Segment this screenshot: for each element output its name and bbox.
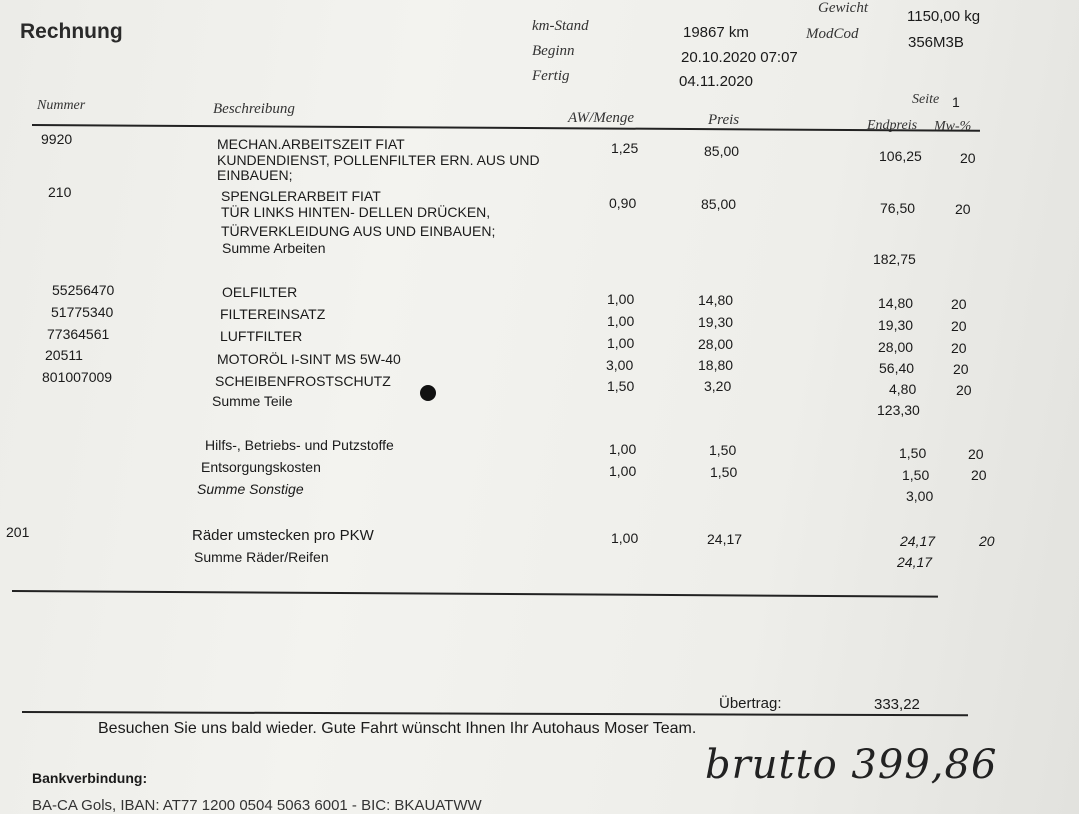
item-desc: MECHAN.ARBEITSZEIT FIAT <box>217 136 405 152</box>
item-menge: 1,25 <box>611 140 639 156</box>
item-endpreis: 28,00 <box>878 339 914 355</box>
summe-sonstige-value: 3,00 <box>906 488 934 504</box>
km-value: 19867 km <box>683 24 749 41</box>
item-mwst: 20 <box>951 340 967 356</box>
modcod-value: 356M3B <box>908 34 964 51</box>
item-number: 9920 <box>41 131 73 147</box>
item-preis: 1,50 <box>709 442 737 458</box>
item-preis: 24,17 <box>707 531 743 547</box>
seite-label: Seite <box>912 92 940 107</box>
bank-details: BA-CA Gols, IBAN: AT77 1200 0504 5063 6001 - BIC: BKAUATWW <box>32 797 482 814</box>
item-desc: Räder umstecken pro PKW <box>192 527 374 544</box>
footer-message: Besuchen Sie uns bald wieder. Gute Fahrt wünscht Ihnen Ihr Autohaus Moser Team. <box>98 720 697 737</box>
item-number: 210 <box>48 184 72 200</box>
item-desc: Entsorgungskosten <box>201 459 321 475</box>
beginn-label: Beginn <box>532 43 575 59</box>
item-preis: 14,80 <box>698 292 734 308</box>
summe-raeder-value: 24,17 <box>897 554 933 570</box>
item-number: 55256470 <box>52 282 115 298</box>
summe-arbeiten-label: Summe Arbeiten <box>222 240 326 256</box>
item-menge: 1,00 <box>607 335 635 351</box>
item-desc: LUFTFILTER <box>220 328 303 344</box>
item-endpreis: 24,17 <box>900 533 936 549</box>
item-preis: 18,80 <box>698 357 734 373</box>
item-preis: 85,00 <box>704 143 740 159</box>
item-endpreis: 76,50 <box>880 200 916 216</box>
item-endpreis: 1,50 <box>902 467 930 483</box>
item-menge: 3,00 <box>606 357 634 373</box>
item-mwst: 20 <box>960 150 976 166</box>
item-number: 20511 <box>45 347 83 363</box>
item-mwst: 20 <box>956 382 972 398</box>
item-menge: 1,00 <box>609 463 637 479</box>
gewicht-label: Gewicht <box>818 0 868 16</box>
item-menge: 1,00 <box>611 530 639 546</box>
item-mwst: 20 <box>968 446 984 462</box>
item-desc: KUNDENDIENST, POLLENFILTER ERN. AUS UND <box>217 152 540 168</box>
item-number: 51775340 <box>51 304 114 320</box>
summe-sonstige-label: Summe Sonstige <box>197 481 304 497</box>
bank-label: Bankverbindung: <box>32 770 148 786</box>
beginn-value: 20.10.2020 07:07 <box>681 49 798 66</box>
item-endpreis: 56,40 <box>879 360 915 376</box>
fertig-value: 04.11.2020 <box>679 73 753 90</box>
item-desc: TÜR LINKS HINTEN- DELLEN DRÜCKEN, <box>221 204 491 220</box>
col-nummer: Nummer <box>37 98 86 113</box>
item-menge: 1,00 <box>607 291 635 307</box>
item-endpreis: 106,25 <box>879 148 922 164</box>
item-preis: 28,00 <box>698 336 734 352</box>
item-mwst: 20 <box>971 467 987 483</box>
uebertrag-label: Übertrag: <box>719 695 782 712</box>
item-desc: FILTEREINSATZ <box>220 306 326 322</box>
item-endpreis: 4,80 <box>889 381 917 397</box>
summe-teile-value: 123,30 <box>877 402 920 418</box>
modcod-label: ModCod <box>806 26 859 42</box>
item-preis: 19,30 <box>698 314 734 330</box>
km-label: km-Stand <box>532 18 589 34</box>
item-endpreis: 19,30 <box>878 317 914 333</box>
item-mwst: 20 <box>979 533 995 549</box>
item-preis: 3,20 <box>704 378 732 394</box>
seite-value: 1 <box>952 94 960 110</box>
page-title: Rechnung <box>20 20 123 43</box>
fertig-label: Fertig <box>532 68 570 84</box>
col-mwst: Mw-% <box>934 119 972 134</box>
uebertrag-value: 333,22 <box>874 696 920 713</box>
section-rule <box>12 590 938 597</box>
item-desc: MOTORÖL I-SINT MS 5W-40 <box>217 351 401 367</box>
item-mwst: 20 <box>951 318 967 334</box>
item-mwst: 20 <box>951 296 967 312</box>
col-preis: Preis <box>708 112 740 128</box>
item-desc: Hilfs-, Betriebs- und Putzstoffe <box>205 437 394 453</box>
item-desc: SPENGLERARBEIT FIAT <box>221 188 381 204</box>
item-desc: OELFILTER <box>222 284 298 300</box>
footer-rule <box>22 711 968 716</box>
summe-teile-label: Summe Teile <box>212 393 293 409</box>
col-beschreibung: Beschreibung <box>213 101 295 117</box>
gewicht-value: 1150,00 kg <box>907 8 981 25</box>
item-desc: SCHEIBENFROSTSCHUTZ <box>215 373 391 389</box>
item-endpreis: 14,80 <box>878 295 914 311</box>
header-rule <box>32 124 980 131</box>
col-endpreis: Endpreis <box>867 118 918 133</box>
item-number: 201 <box>6 524 30 540</box>
item-endpreis: 1,50 <box>899 445 927 461</box>
item-preis: 85,00 <box>701 196 737 212</box>
ink-blot <box>420 385 436 401</box>
handwritten-total: brutto 399,86 <box>705 742 998 788</box>
item-mwst: 20 <box>953 361 969 377</box>
item-number: 77364561 <box>47 326 110 342</box>
item-preis: 1,50 <box>710 464 738 480</box>
item-number: 801007009 <box>42 369 113 385</box>
item-menge: 1,00 <box>607 313 635 329</box>
summe-arbeiten-value: 182,75 <box>873 251 916 267</box>
summe-raeder-label: Summe Räder/Reifen <box>194 549 329 565</box>
item-desc: EINBAUEN; <box>217 167 293 183</box>
item-menge: 0,90 <box>609 195 637 211</box>
col-menge: AW/Menge <box>568 110 635 126</box>
item-menge: 1,50 <box>607 378 635 394</box>
item-menge: 1,00 <box>609 441 637 457</box>
item-desc: TÜRVERKLEIDUNG AUS UND EINBAUEN; <box>221 223 496 239</box>
item-mwst: 20 <box>955 201 971 217</box>
